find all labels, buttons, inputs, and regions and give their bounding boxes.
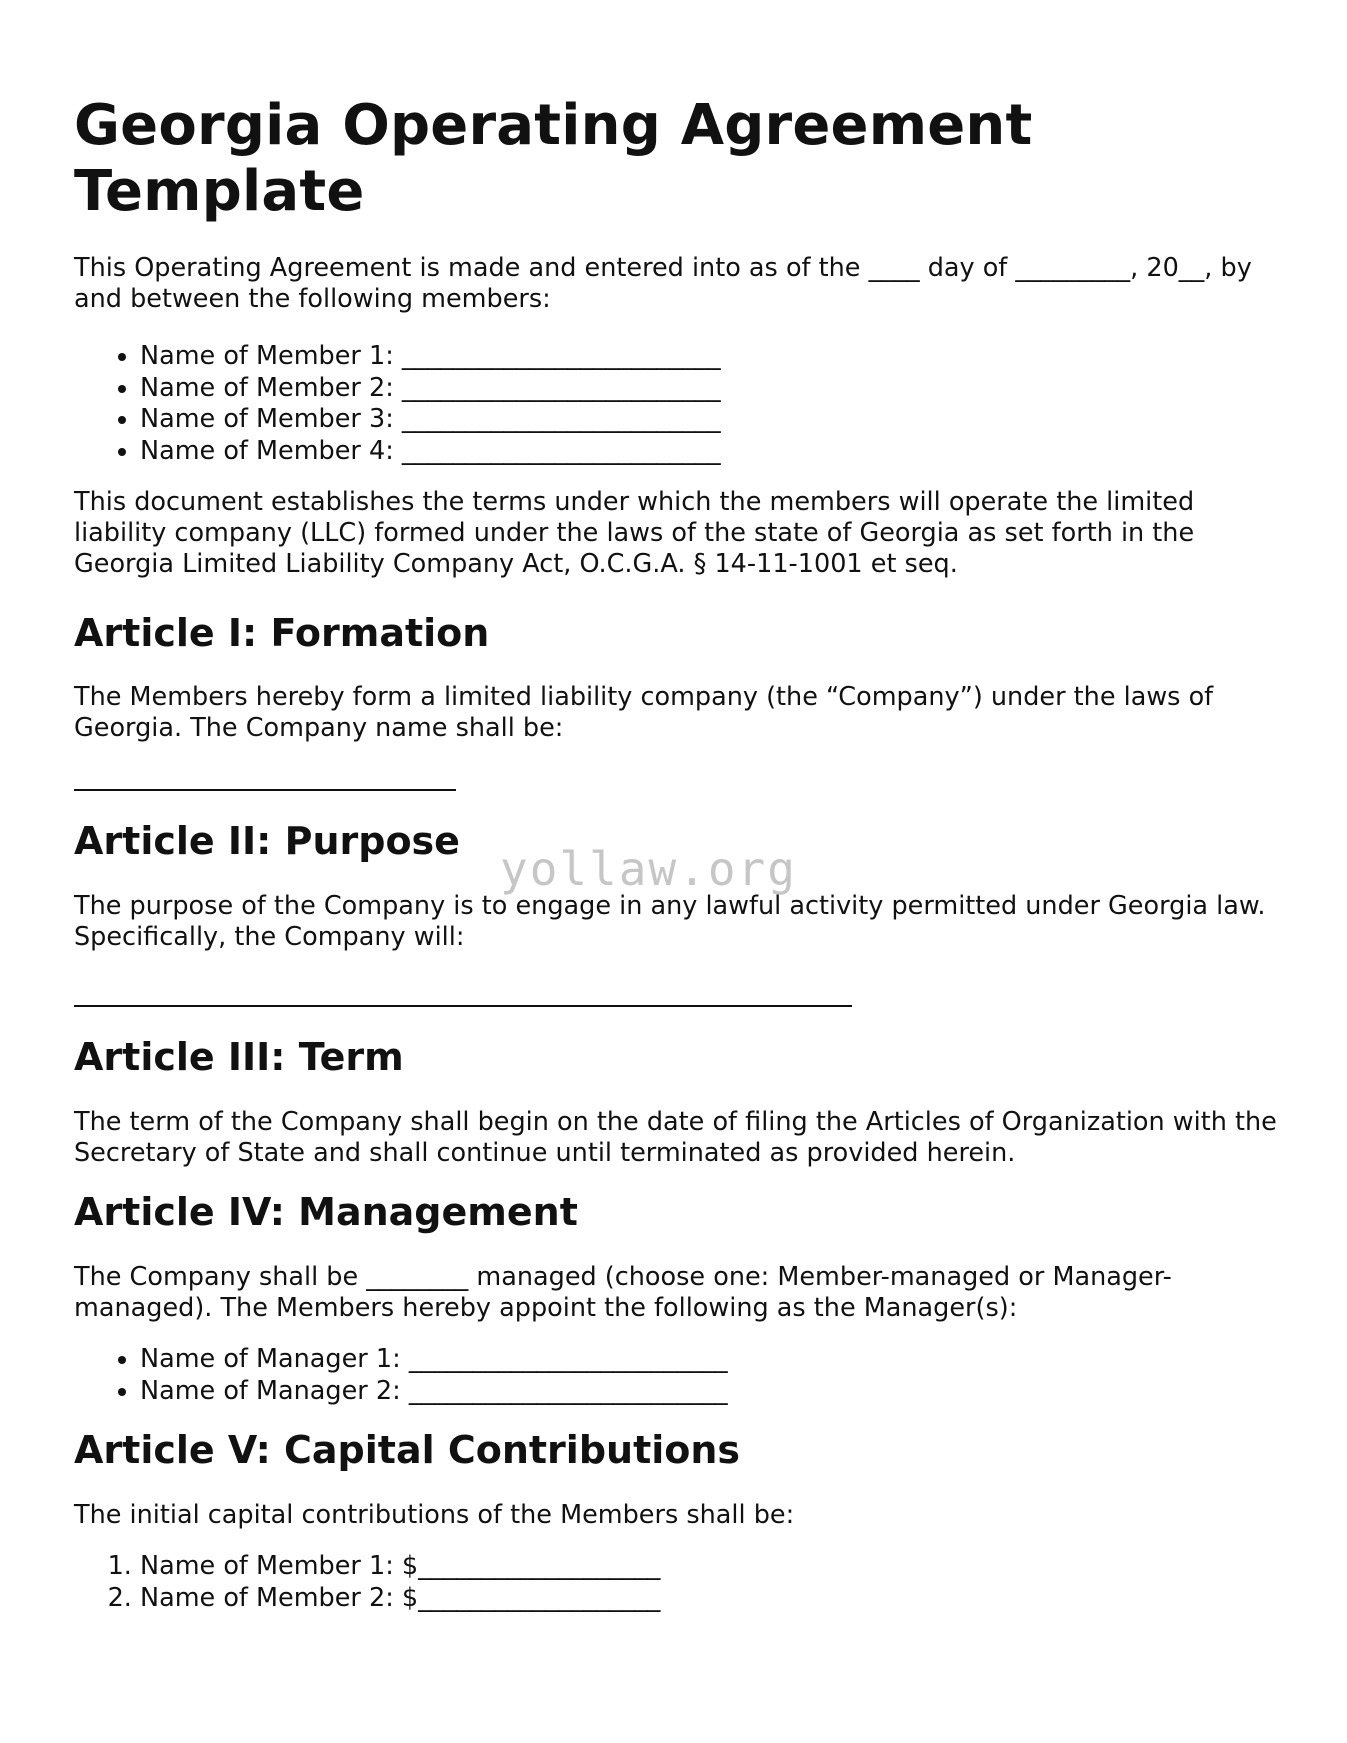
watermark: yollaw.org [500,842,797,896]
purpose-statement: This document establishes the terms under which the members will operate the limited liability company (LLC) formed under the laws of the state of Georgia as set forth in the Georgia Limited Liability Company Act, O.C.G.A. § 14-11-1001 et seq. [74,487,1195,579]
document-page [74,0,1294,1614]
article-term-heading: Article III: Term [74,1035,404,1079]
list-item: • Name of Member 4: _________________________ [140,436,1294,468]
article-formation-text: The Members hereby form a limited liability company (the “Company”) under the laws of Georgia. The Company name shall be: [74,682,1214,743]
article-capital-text: The initial capital contributions of the Members shall be: [74,1500,795,1530]
article-management-text: The Company shall be ________ managed (choose one: Member-managed or Manager-managed). The Members hereby appoint the following as the Manager(s): [74,1262,1172,1323]
contribution-list [74,1551,1294,1614]
manager-list [74,1344,1294,1407]
list-item: • Name of Member 2: _________________________ [140,373,1294,405]
member-list [74,341,1294,467]
list-item: • Name of Member 1: _________________________ [140,341,1294,373]
company-name-blank [74,789,456,791]
article-term-text: The term of the Company shall begin on the date of filing the Articles of Organization with the Secretary of State and shall continue until terminated as provided herein. [74,1107,1277,1168]
list-item: 2. Name of Member 2: $___________________ [140,1583,1294,1615]
purpose-blank [74,1005,852,1007]
article-formation-heading: Article I: Formation [74,611,490,655]
list-item: • Name of Member 3: _________________________ [140,404,1294,436]
list-item: • Name of Manager 2: _________________________ [140,1376,1294,1408]
article-purpose-text: The purpose of the Company is to engage in any lawful activity permitted under Georgia law. Specifically, the Company will: [74,891,1266,952]
article-purpose-heading: Article II: Purpose [74,819,460,863]
list-item: • Name of Manager 1: _________________________ [140,1344,1294,1376]
article-capital-heading: Article V: Capital Contributions [74,1428,741,1472]
list-item: 1. Name of Member 1: $___________________ [140,1551,1294,1583]
page-title: Georgia Operating Agreement Template [74,93,1033,224]
article-management-heading: Article IV: Management [74,1190,578,1234]
intro-paragraph: This Operating Agreement is made and entered into as of the ____ day of _________, 20__, by and between the following members: [74,253,1252,314]
